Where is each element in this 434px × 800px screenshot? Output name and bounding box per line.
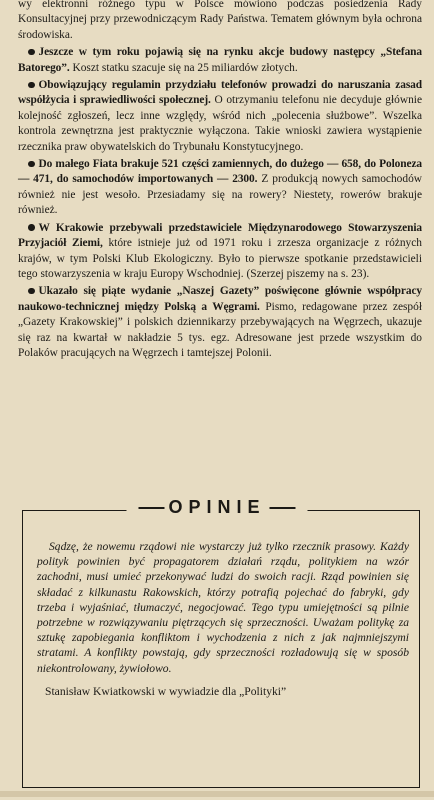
paragraph-text: Pismo, redagowane przez zespół „Gazety Krakowskiej” i polskich dziennikarzy przebywających na Węgrzech, ukazuje się raz na kwartał w nakładzie 5 tys. egz. Adresowane jest przede wszystkim do Polaków pracujących na Węgrzech i tamtejszej Polonii. (18, 300, 422, 359)
paragraph-text: Z produkcją nowych samochodów również nie jest wesoło. Przesiadamy się na rowery? Niestety, rowerów brakuje również. (18, 173, 422, 217)
bullet-icon (28, 82, 35, 89)
news-paragraph-0 (18, 0, 422, 43)
opinie-heading (126, 497, 307, 518)
news-paragraph-3 (18, 157, 422, 219)
news-paragraph-2 (18, 78, 422, 155)
paragraph-text: Koszt statku szacuje się na 25 miliardów złotych. (69, 61, 298, 74)
paragraph-text: O otrzymaniu telefonu nie decyduje głównie kolejność zgłoszeń, lecz inne względy, wśród nich „polecenia służbowe”. Wszelka kontrola zewnętrzna jest praktycznie wyłączona. Takie wnioski zawiera wystąpienie rzecznika praw obywatelskich do Trybunału Konstytucyjnego. (18, 94, 422, 153)
paragraph-lead: Jeszcze w tym roku pojawią się na rynku akcje budowy następcy „Stefana Batorego”. (18, 46, 422, 74)
paragraph-lead: Do małego Fiata brakuje 521 części zamiennych, do dużego — 658, do Poloneza — 471, do samochodów importowanych — 2300. (18, 158, 422, 186)
bullet-icon (28, 224, 35, 231)
dash-decoration (270, 507, 296, 509)
bullet-icon (28, 161, 35, 168)
paragraph-lead: Ukazało się piąte wydanie „Naszej Gazety” poświęcone głównie współpracy naukowo-technicznej między Polską a Węgrami. (18, 285, 422, 313)
bullet-icon (28, 288, 35, 295)
opinie-quote: Sądzę, że nowemu rządowi nie wystarczy już tylko rzecznik prasowy. Każdy polityk powinien być propagatorem działań rządu, politykiem na wzór zachodni, musi umieć przekonywać ludzi do swoich racji. Rząd powinien się składać z kilkunastu Rakowskich, którzy potrafią pojechać do fabryki, gdy trzeba i wyjaśniać, tłumaczyć, negocjować. Tego typu umiejętności są pilnie potrzebne w rozwiązywaniu piętrzących się sprzeczności. Uważam politykę za sztukę zapobiegania konfliktom i wychodzenia z nich z jak najmniejszymi stratami. A konflikty powstają, gdy sprzeczności rozładowują się w sposób niekontrolowany, żywiołowo. (37, 540, 409, 675)
paragraph-lead: W Krakowie przebywali przedstawiciele Międzynarodowego Stowarzyszenia Przyjaciół Ziemi, (18, 221, 422, 250)
dash-decoration (138, 507, 164, 509)
bullet-icon (28, 49, 35, 56)
page-bottom-edge (0, 791, 434, 797)
paragraph-text: które istnieje już od 1971 roku i zrzesza organizacje z różnych krajów, w tym Polski Klub Ekologiczny. Było to pierwsze spotkanie przedstawicieli tego stowarzyszenia w kraju Europy Wschodniej. (Szerzej piszemy na s. 23). (18, 237, 422, 280)
news-paragraph-5 (18, 284, 422, 361)
news-column (18, 0, 422, 361)
opinie-box (22, 510, 420, 788)
news-paragraph-4 (18, 221, 422, 283)
opinie-signature: Stanisław Kwiatkowski w wywiadzie dla „Polityki” (45, 684, 287, 698)
paragraph-lead: Obowiązujący regulamin przydziału telefonów prowadzi do naruszania zasad współżycia i sprawiedliwości społecznej. (18, 79, 422, 107)
opinie-title: OPINIE (168, 497, 266, 517)
news-paragraph-1 (18, 45, 422, 76)
paragraph-text: wy elektronni różnego typu w Polsce mówiono podczas posiedzenia Rady Konsultacyjnej przy przewodniczącym Rady Państwa. Tematem głównym była ochrona środowiska. (18, 0, 422, 41)
